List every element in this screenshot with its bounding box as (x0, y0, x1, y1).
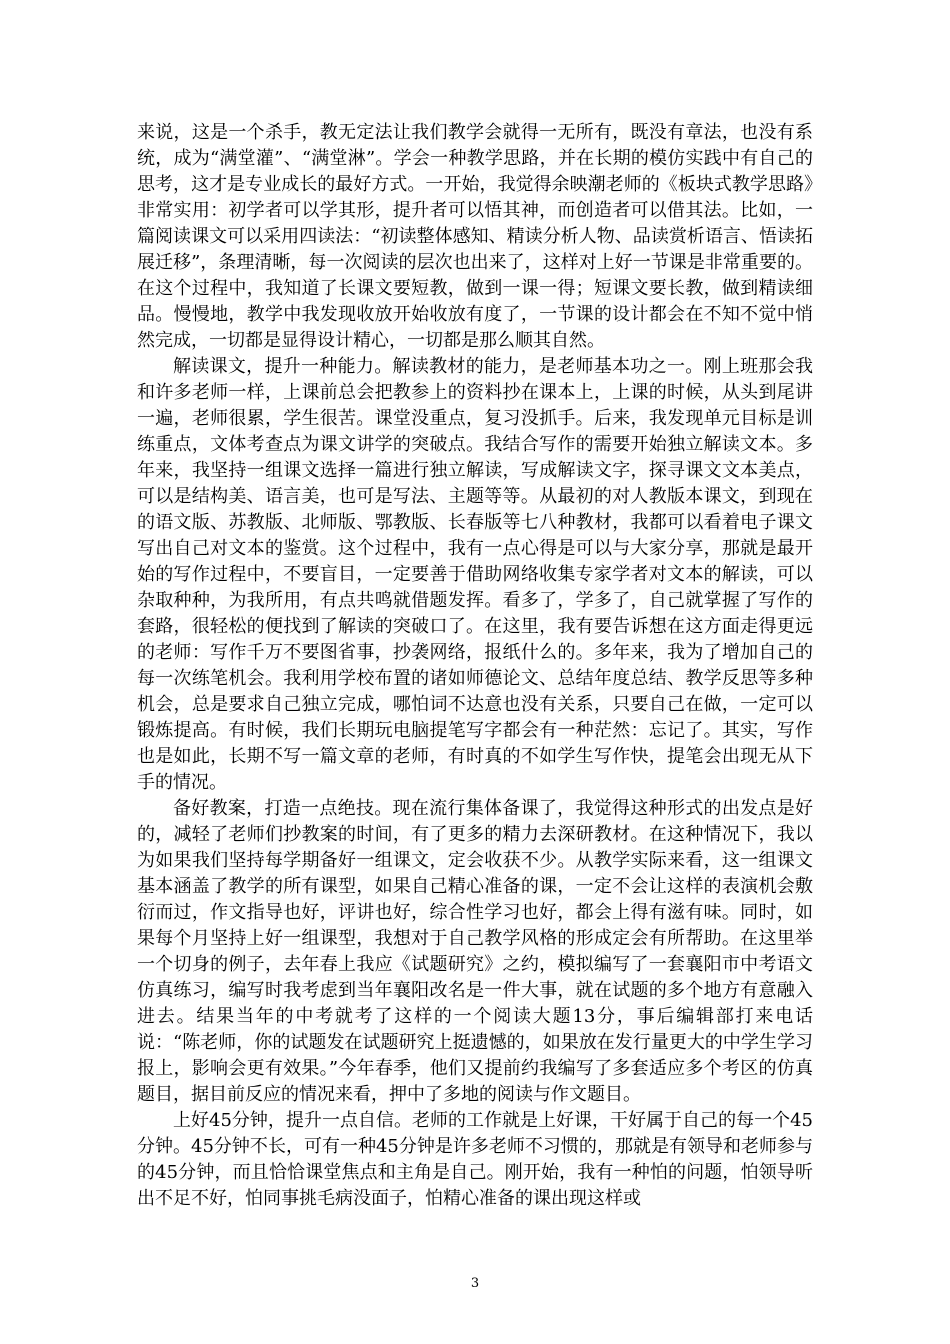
paragraph-continued: 来说，这是一个杀手，教无定法让我们教学会就得一无所有，既没有章法，也没有系统，成为“满堂灌”、“满堂淋”。学会一种教学思路，并在长期的模仿实践中有自己的思考，这才是专业成长的最好方式。一开始，我觉得余映潮老师的《板块式教学思路》非常实用：初学者可以学其形，提升者可以悟其神，而创造者可以借其法。比如，一篇阅读课文可以采用四读法：“初读整体感知、精读分析人物、品读赏析语言、悟读拓展迁移”，条理清晰，每一次阅读的层次也出来了，这样对上好一节课是非常重要的。在这个过程中，我知道了长课文要短教，做到一课一得；短课文要长教，做到精读细品。慢慢地，教学中我发现收放开始收放有度了，一节课的设计都会在不知不觉中悄然完成，一切都是显得设计精心，一切都是那么顺其自然。 (137, 122, 813, 351)
paragraph-lesson-plans: 备好教案，打造一点绝技。现在流行集体备课了，我觉得这种形式的出发点是好的，减轻了老师们抄教案的时间，有了更多的精力去深研教材。在这种情况下，我以为如果我们坚持每学期备好一组课文，定会收获不少。从教学实际来看，这一组课文基本涵盖了教学的所有课型，如果自己精心准备的课，一定不会让这样的表演机会敷衍而过，作文指导也好，评讲也好，综合性学习也好，都会上得有滋有味。同时，如果每个月坚持上好一组课型，我想对于自己教学风格的形成定会有所帮助。在这里举一个切身的例子，去年春上我应《试题研究》之约，模拟编写了一套襄阳市中考语文仿真练习，编写时我考虑到当年襄阳改名是一件大事，就在试题的多个地方有意融入进去。结果当年的中考就考了这样的一个阅读大题13分，事后编辑部打来电话说：“陈老师，你的试题发在试题研究上挺遗憾的，如果放在发行量更大的中学生学习报上，影响会更有效果。”今年春季，他们又提前约我编写了多套适应多个考区的仿真题目，据目前反应的情况来看，押中了多地的阅读与作文题目。 (137, 798, 813, 1105)
paragraph-45-minutes: 上好45分钟，提升一点自信。老师的工作就是上好课，干好属于自己的每一个45分钟。45分钟不长，可有一种45分钟是许多老师不习惯的，那就是有领导和老师参与的45分钟，而且恰恰课堂焦点和主角是自己。刚开始，我有一种怕的问题，怕领导听出不足不好，怕同事挑毛病没面子，怕精心准备的课出现这样或 (137, 1110, 813, 1209)
document-body (137, 120, 813, 1212)
page-number: 3 (470, 1276, 480, 1291)
paragraph-interpreting-texts: 解读课文，提升一种能力。解读教材的能力，是老师基本功之一。刚上班那会我和许多老师一样，上课前总会把教参上的资料抄在课本上，上课的时候，从头到尾讲一遍，老师很累，学生很苦。课堂没重点，复习没抓手。后来，我发现单元目标是训练重点，文体考查点为课文讲学的突破点。我结合写作的需要开始独立解读文本。多年来，我坚持一组课文选择一篇进行独立解读，写成解读文字，探寻课文文本美点，可以是结构美、语言美，也可是写法、主题等等。从最初的对人教版本课文，到现在的语文版、苏教版、北师版、鄂教版、长春版等七八种教材，我都可以看着电子课文写出自己对文本的鉴赏。这个过程中，我有一点心得是可以与大家分享，那就是最开始的写作过程中，不要盲目，一定要善于借助网络收集专家学者对文本的解读，可以杂取种种，为我所用，有点共鸣就借题发挥。看多了，学多了，自己就掌握了写作的套路，很轻松的便找到了解读的突破口了。在这里，我有要告诉想在这方面走得更远的老师：写作千万不要图省事，抄袭网络，报纸什么的。多年来，我为了增加自己的每一次练笔机会。我利用学校布置的诸如师德论文、总结年度总结、教学反思等多种机会，总是要求自己独立完成，哪怕词不达意也没有关系，只要自己在做，一定可以锻炼提高。有时候，我们长期玩电脑提笔写字都会有一种茫然：忘记了。其实，写作也是如此，长期不写一篇文章的老师，有时真的不如学生写作快，提笔会出现无从下手的情况。 (137, 356, 813, 793)
